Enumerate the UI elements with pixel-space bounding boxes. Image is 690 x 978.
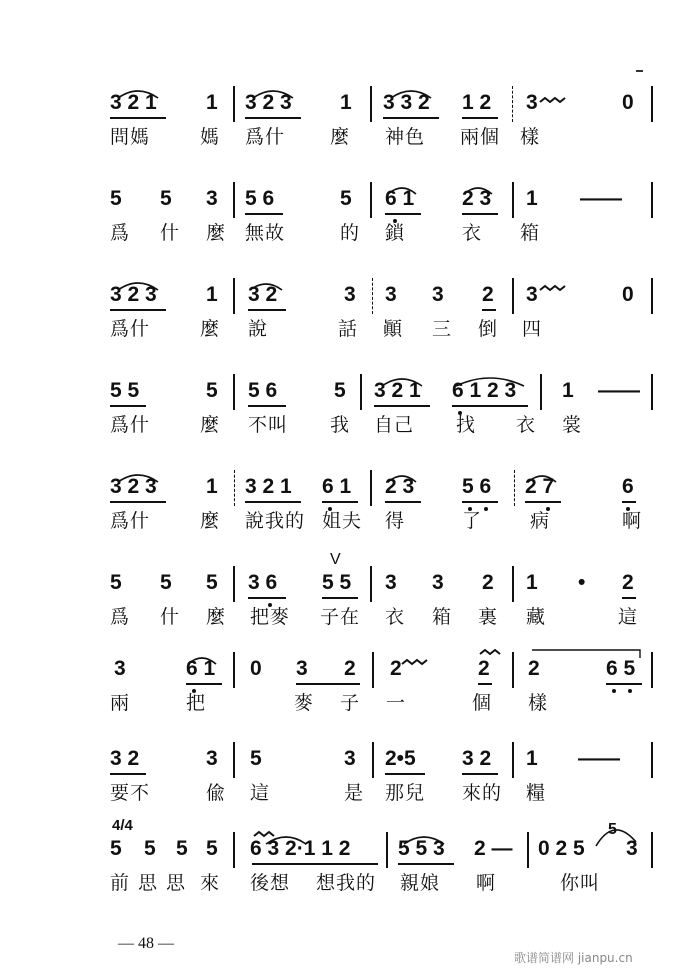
bar-line	[386, 832, 388, 868]
lyric: 病	[530, 510, 551, 532]
note: 6	[622, 475, 634, 498]
note-group: 3 2 1	[374, 379, 421, 402]
lyric: 麼	[200, 414, 221, 436]
note-group: 6 1	[186, 657, 216, 680]
lyric: 啊	[622, 510, 643, 532]
beam	[622, 597, 636, 599]
note-group: 5 6	[462, 475, 492, 498]
bar-line	[651, 652, 653, 688]
lyric: 什	[160, 606, 181, 628]
note: 1	[526, 187, 538, 210]
beam	[622, 501, 636, 503]
score-row-1	[0, 80, 690, 170]
bar-line	[651, 374, 653, 410]
beam	[245, 117, 301, 119]
notation-line	[0, 80, 690, 122]
lyric: 那兒	[385, 782, 426, 804]
bar-line	[370, 566, 372, 602]
note: 5	[334, 379, 346, 402]
bar-line	[233, 832, 235, 868]
notation-line	[0, 368, 690, 410]
time-signature: 4/4	[112, 817, 133, 834]
note: 2	[482, 571, 494, 594]
note: 3	[344, 747, 356, 770]
note: 3	[344, 283, 356, 306]
lyric: 把	[186, 692, 207, 714]
note-group: 5 5	[110, 379, 140, 402]
beam	[462, 773, 498, 775]
lyric: 找	[456, 414, 477, 436]
note: 3	[526, 91, 538, 114]
lyric: 爲什	[110, 510, 151, 532]
notation-line	[0, 551, 690, 602]
note: 3	[114, 657, 126, 680]
bar-line	[651, 278, 653, 314]
dashed-bar-line	[512, 86, 514, 122]
note-group: 6 1	[385, 187, 415, 210]
lyric: 兩個	[460, 126, 501, 148]
note-group: 5 5	[322, 571, 352, 594]
beam	[525, 501, 561, 503]
note-group: 3 2	[462, 747, 492, 770]
lyric: 爲什	[245, 126, 286, 148]
beam	[110, 309, 166, 311]
note: 5	[206, 379, 218, 402]
note: 3	[385, 571, 397, 594]
lyric: 倒	[478, 318, 499, 340]
dashed-bar-line	[514, 470, 516, 506]
note: 1	[340, 91, 352, 114]
lyric: 裏	[478, 606, 499, 628]
note-group: 2 3	[462, 187, 492, 210]
note: 5	[340, 187, 352, 210]
sustain-dash: ——	[580, 187, 622, 210]
lyric: 箱	[520, 222, 541, 244]
lyric: 啊	[476, 872, 497, 894]
lyric: 麥	[294, 692, 315, 714]
lyric: 我	[330, 414, 351, 436]
lyric: 裳	[562, 414, 583, 436]
accent-mark: V	[330, 551, 341, 568]
beam	[110, 773, 146, 775]
score-row-5	[0, 464, 690, 554]
beam	[374, 405, 430, 407]
lyric: 無故	[245, 222, 286, 244]
lyric: 一	[386, 692, 407, 714]
lyrics-line	[0, 414, 690, 446]
bar-line	[527, 832, 529, 868]
lyric: 後想	[250, 872, 291, 894]
lyric: 來	[200, 872, 221, 894]
lyric: 麼	[330, 126, 351, 148]
note-group: 3 6	[248, 571, 278, 594]
lyric: 爲什	[110, 318, 151, 340]
note: 1	[206, 283, 218, 306]
note-group: 5 6	[245, 187, 275, 210]
note-group: 5 6	[248, 379, 278, 402]
note: 1	[562, 379, 574, 402]
beam	[110, 405, 146, 407]
lyric: 了	[462, 510, 483, 532]
bar-line	[233, 374, 235, 410]
lyric: 麼	[200, 318, 221, 340]
lyric: 麼	[200, 510, 221, 532]
lyric: 前	[110, 872, 131, 894]
lyric: 來的	[462, 782, 503, 804]
note: 3	[432, 283, 444, 306]
lyric: 說我的	[245, 510, 306, 532]
note-group: 3 2 3	[110, 283, 157, 306]
beam	[248, 597, 286, 599]
bar-line	[372, 652, 374, 688]
beam	[398, 863, 454, 865]
lyric: 箱	[432, 606, 453, 628]
note-group: 6 3 2·1 1 2	[250, 837, 351, 860]
lyric: 三	[432, 318, 453, 340]
note-group: 6 1	[322, 475, 352, 498]
lyric: 偸	[206, 782, 227, 804]
lyric: 顚	[383, 318, 404, 340]
note-group: 1 2	[462, 91, 492, 114]
lyric: 不叫	[248, 414, 289, 436]
note: 3	[206, 187, 218, 210]
lyric: 衣	[516, 414, 537, 436]
lyric: 要不	[110, 782, 151, 804]
lyric: 親娘	[400, 872, 441, 894]
note: 5	[206, 571, 218, 594]
bar-line	[233, 742, 235, 778]
score-row-6	[0, 551, 690, 650]
beam	[186, 683, 222, 685]
page-number: — 48 —	[118, 935, 174, 952]
beam	[462, 213, 498, 215]
score-row-8	[0, 736, 690, 826]
lyric: 糧	[526, 782, 547, 804]
note-group: 3 2	[248, 283, 278, 306]
score-row-2	[0, 176, 690, 266]
bar-line	[512, 652, 514, 688]
lyric: 爲	[110, 606, 131, 628]
notation-line	[0, 464, 690, 506]
note-group: 3 2 1	[245, 475, 292, 498]
note-group: 3 2 1	[110, 91, 157, 114]
score-row-3	[0, 272, 690, 362]
lyrics-line	[0, 782, 690, 814]
sustain-dash: ——	[578, 747, 620, 770]
lyric: 你叫	[560, 872, 601, 894]
lyric: 神色	[385, 126, 426, 148]
beam	[110, 501, 166, 503]
beam	[385, 213, 421, 215]
dashed-bar-line	[234, 470, 236, 506]
lyrics-line	[0, 692, 690, 724]
note: 5	[250, 747, 262, 770]
beam	[248, 405, 286, 407]
note: 5	[110, 187, 122, 210]
lyric: 麼	[206, 222, 227, 244]
bar-line	[512, 182, 514, 218]
bar-line	[651, 86, 653, 122]
beam	[322, 597, 358, 599]
beam	[385, 501, 421, 503]
note: 1	[206, 91, 218, 114]
note: 2	[344, 657, 356, 680]
lyric: 問媽	[110, 126, 151, 148]
bar-line	[651, 742, 653, 778]
lyric: 思	[166, 872, 187, 894]
note: 1	[526, 571, 538, 594]
beam	[462, 501, 498, 503]
note-group: 5 5 3	[398, 837, 445, 860]
note-group: 3 2	[110, 747, 140, 770]
note: 3	[432, 571, 444, 594]
lyric: 藏	[526, 606, 547, 628]
beam	[383, 117, 439, 119]
bar-line	[372, 742, 374, 778]
lyric: 兩	[110, 692, 131, 714]
lyrics-line	[0, 872, 690, 904]
notation-line	[0, 272, 690, 314]
beam	[606, 683, 642, 685]
bar-line	[512, 566, 514, 602]
lyric: 把麥	[250, 606, 291, 628]
bar-line	[233, 566, 235, 602]
note: 5	[160, 187, 172, 210]
note: 2	[622, 571, 634, 594]
beam	[252, 863, 378, 865]
grace-note: 5	[608, 821, 617, 838]
note: 1	[206, 475, 218, 498]
note: 3	[626, 837, 638, 860]
lyrics-line	[0, 318, 690, 350]
lyric: 衣	[462, 222, 483, 244]
lyric: 個	[472, 692, 493, 714]
note: 3	[526, 283, 538, 306]
lyric: 樣	[528, 692, 549, 714]
dot-mark: •	[578, 571, 586, 594]
lyric: 這	[250, 782, 271, 804]
beam	[245, 501, 301, 503]
note-group: 6 5	[606, 657, 636, 680]
bar-line	[651, 182, 653, 218]
note: 2	[482, 283, 494, 306]
lyric: 子	[340, 692, 361, 714]
bar-line	[360, 374, 362, 410]
bar-line	[233, 652, 235, 688]
beam	[462, 117, 498, 119]
lyric: 四	[522, 318, 543, 340]
lyric: 鎖	[385, 222, 406, 244]
score-row-7	[0, 646, 690, 736]
lyrics-line	[0, 510, 690, 542]
beam	[482, 309, 496, 311]
lyrics-line	[0, 222, 690, 254]
watermark: 歌谱简谱网 jianpu.cn	[514, 951, 633, 965]
beam	[452, 405, 528, 407]
bar-line	[370, 182, 372, 218]
lyric: 子在	[320, 606, 361, 628]
beam	[296, 683, 360, 685]
beam	[245, 213, 283, 215]
note-group: 0 2 5	[538, 837, 585, 860]
note: 3	[206, 747, 218, 770]
lyric: 的	[340, 222, 361, 244]
lyric: 說	[248, 318, 269, 340]
lyric: 話	[338, 318, 359, 340]
lyric: 思	[138, 872, 159, 894]
bar-line	[370, 86, 372, 122]
lyrics-line	[0, 606, 690, 638]
note: 5	[160, 571, 172, 594]
note: 1	[526, 747, 538, 770]
note: 5	[206, 837, 218, 860]
lyrics-line	[0, 126, 690, 158]
note: 5	[144, 837, 156, 860]
bar-line	[233, 182, 235, 218]
note-group: 2 7	[525, 475, 555, 498]
beam	[385, 773, 425, 775]
lyric: 麼	[206, 606, 227, 628]
note-group: 3 2 3	[110, 475, 157, 498]
note: 2	[528, 657, 540, 680]
lyric: 是	[344, 782, 365, 804]
notation-line	[0, 176, 690, 218]
rest: 0	[622, 283, 634, 306]
bar-line	[512, 742, 514, 778]
note-group: 2 3	[385, 475, 415, 498]
note: 2	[478, 657, 490, 680]
rest: 0	[622, 91, 634, 114]
lyric: 樣	[520, 126, 541, 148]
dashed-bar-line	[372, 278, 374, 314]
bar-line	[370, 470, 372, 506]
score-row-4	[0, 368, 690, 458]
note: 5	[176, 837, 188, 860]
note: 2	[390, 657, 402, 680]
corner-mark	[636, 70, 643, 72]
bar-line	[512, 278, 514, 314]
note: 3	[385, 283, 397, 306]
lyric: 得	[385, 510, 406, 532]
bar-line	[540, 374, 542, 410]
lyric: 這	[618, 606, 639, 628]
note: 5	[110, 837, 122, 860]
lyric: 爲	[110, 222, 131, 244]
note: 3	[296, 657, 308, 680]
lyric: 想我的	[316, 872, 377, 894]
note-group: 3 3 2	[383, 91, 430, 114]
notation-line	[0, 646, 690, 688]
rest: 0	[250, 657, 262, 680]
beam	[322, 501, 358, 503]
lyric: 姐夫	[322, 510, 363, 532]
bar-line	[651, 832, 653, 868]
sustain-dash: ——	[598, 379, 640, 402]
note: 5	[110, 571, 122, 594]
bar-line	[233, 278, 235, 314]
note-group: 2•5	[385, 747, 416, 770]
beam	[110, 117, 166, 119]
note-group: 6 1 2 3	[452, 379, 517, 402]
note-group: 3 2 3	[245, 91, 292, 114]
lyric: 媽	[200, 126, 221, 148]
lyric: 什	[160, 222, 181, 244]
note-group: 2 —	[474, 837, 513, 860]
bar-line	[233, 86, 235, 122]
lyric: 自己	[374, 414, 415, 436]
lyric: 衣	[385, 606, 406, 628]
notation-line	[0, 736, 690, 778]
lyric: 爲什	[110, 414, 151, 436]
beam	[478, 683, 492, 685]
beam	[248, 309, 286, 311]
